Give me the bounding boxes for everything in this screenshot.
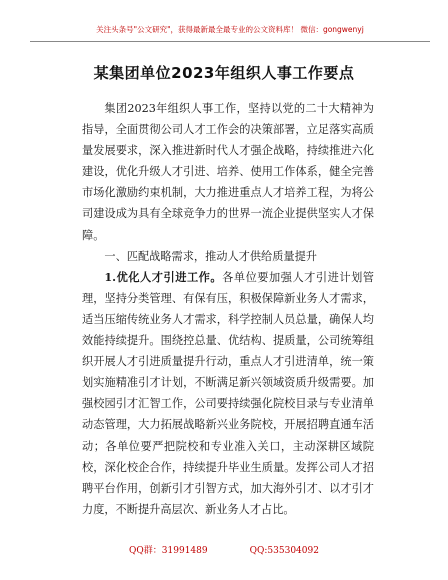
item-1-paragraph [82, 267, 374, 520]
intro-paragraph: 集团2023年组织人事工作，坚持以党的二十大精神为指导，全面贯彻公司人才工作会的决策部署，立足落实高质量发展要求，深入推进新时代人才强企战略，持续推进六化建设，优化升级人才引进、培养、使用工作体系，健全完善市场化激励约束机制，大力推进重点人才培养工程，为将公司建设成为具有全球竞争力的世界一流企业提供坚实人才保障。 [82, 102, 374, 242]
footer-contact [0, 543, 448, 556]
document-title: 某集团单位2023年组织人事工作要点 [93, 64, 355, 82]
footer-qq-group: QQ群：31991489 [129, 546, 208, 556]
item-1-lead: 1.优化人才引进工作。 [104, 269, 223, 284]
header-banner: 关注头条号"公文研究"，获得最新最全最专业的公文资料库！ 微信：gongwenyj [30, 24, 430, 42]
item-1-text: 各单位要加强人才引进计划管理，坚持分类管理、有保有压，积极保障新业务人才需求，适当压缩传统业务人才需求，科学控制人员总量，确保人均效能持续提升。围绕控总量、优结构、提质量，公司统筹组织开展人才引进质量提升行动，重点人才引进清单，统一策划实施精准引才计划，不断满足新兴领域资质升级需要。加强校园引才汇智工作，公司要持续强化院校目录与专业清单动态管理，大力拓展战略新兴业务院校，开展招聘直通车活动；各单位要严把院校和专业准入关口，主动深耕区域院校，深化校企合作，持续提升毕业生质量。发挥公司人才招聘平台作用，创新引才引智方式，加大海外引才、以才引才力度，不断提升高层次、新业务人才占比。 [82, 270, 374, 516]
document-body [82, 98, 374, 520]
footer-qq: QQ:535304092 [249, 546, 319, 556]
section-heading-1: 一、匹配战略需求，推动人才供给质量提升 [104, 249, 317, 263]
